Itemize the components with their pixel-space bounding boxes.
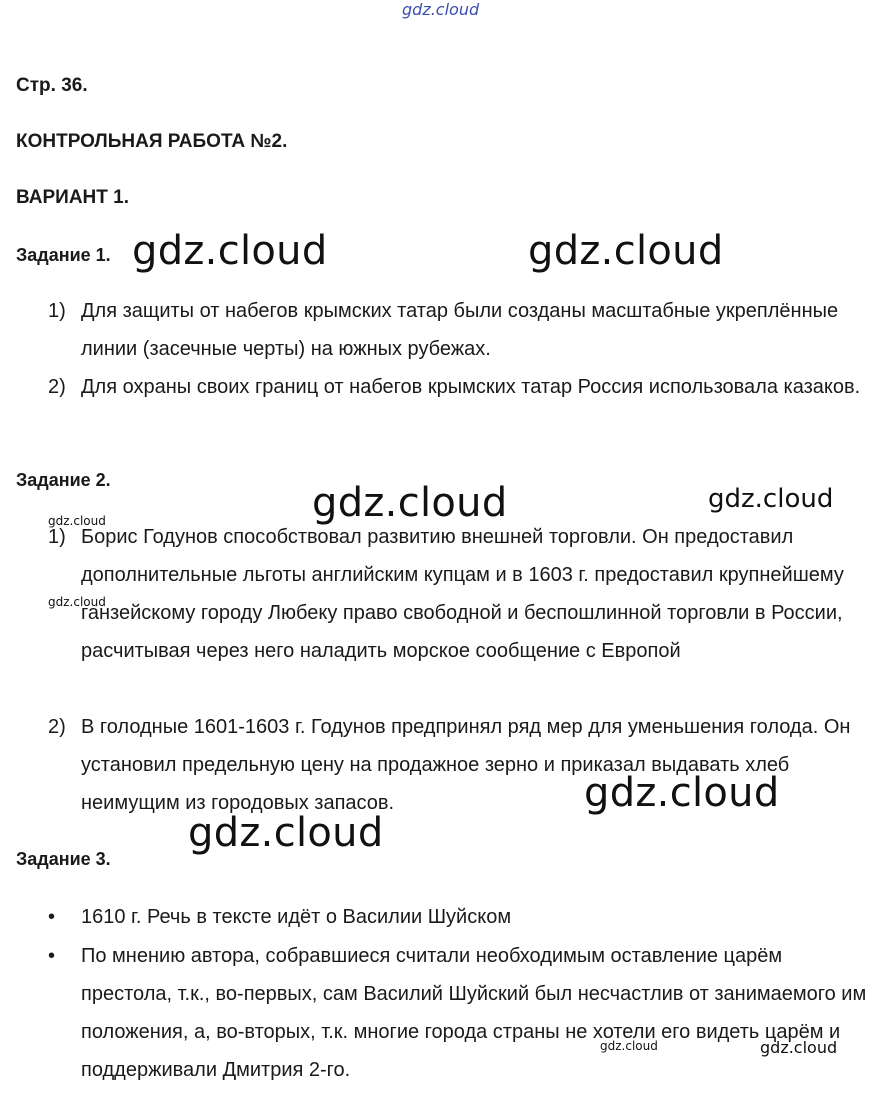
watermark-8: gdz.cloud xyxy=(188,810,384,856)
task3-item-2-text: По мнению автора, собравшиеся считали необходимым оставление царём престола, т.к., во-первых, сам Василий Шуйский был несчастлив от занимаемого им положения, а, во-вторых, т.к. многие города страны не хотели его видеть царём и поддерживали Дмитрия 2-го. xyxy=(81,945,867,1081)
watermark-top: gdz.cloud xyxy=(402,0,480,19)
watermark-1: gdz.cloud xyxy=(132,228,328,274)
task2-title: Задание 2. xyxy=(16,470,111,490)
watermark-6: gdz.cloud xyxy=(48,595,106,609)
task3-item-1-text: 1610 г. Речь в тексте идёт о Василии Шуйском xyxy=(81,906,512,928)
variant-label: ВАРИАНТ 1. xyxy=(16,187,129,208)
task3-item-2 xyxy=(48,937,868,1093)
task3-title: Задание 3. xyxy=(16,849,111,869)
watermark-3: gdz.cloud xyxy=(312,480,508,526)
task2-item-2-number: 2) xyxy=(48,716,66,738)
watermark-5: gdz.cloud xyxy=(48,514,106,528)
bullet-icon: • xyxy=(48,945,56,967)
task1-item-2-number: 2) xyxy=(48,376,66,398)
task1-item-1-text: Для защиты от набегов крымских татар были созданы масштабные укреплённые линии (засечные черты) на южных рубежах. xyxy=(81,300,839,360)
task1-item-2-text: Для охраны своих границ от набегов крымских татар Россия использовала казаков. xyxy=(81,376,861,398)
watermark-9: gdz.cloud xyxy=(600,1039,658,1053)
watermark-2: gdz.cloud xyxy=(528,228,724,274)
task2-item-2-text: В голодные 1601-1603 г. Годунов предпринял ряд мер для уменьшения голода. Он установил предельную цену на продажное зерно и приказал выдавать хлеб неимущим из городовых запасов. xyxy=(81,716,851,814)
watermark-4: gdz.cloud xyxy=(708,484,834,514)
task1-item-2 xyxy=(48,368,868,448)
task1-item-1 xyxy=(48,292,868,372)
task1-item-1-number: 1) xyxy=(48,300,66,322)
watermark-10: gdz.cloud xyxy=(760,1038,838,1057)
task3-item-1 xyxy=(48,898,868,938)
work-title: КОНТРОЛЬНАЯ РАБОТА №2. xyxy=(16,131,288,152)
bullet-icon: • xyxy=(48,906,56,928)
page-label: Стр. 36. xyxy=(16,75,88,96)
task2-item-1-text: Борис Годунов способствовал развитию внешней торговли. Он предоставил дополнительные льготы английским купцам и в 1603 г. предоставил крупнейшему ганзейскому городу Любеку право свободной и беспошлинной торговли в России, расчитывая через него наладить морское сообщение с Европой xyxy=(81,526,844,662)
watermark-7: gdz.cloud xyxy=(584,770,780,816)
task2-item-1-number: 1) xyxy=(48,526,66,548)
task2-item-1 xyxy=(48,518,868,708)
task1-title: Задание 1. xyxy=(16,245,111,265)
